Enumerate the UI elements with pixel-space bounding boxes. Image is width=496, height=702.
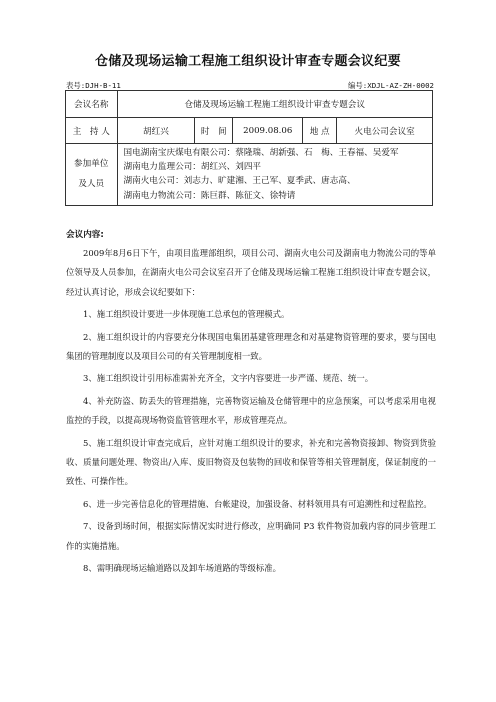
attendee-line: 湖南火电公司：刘志力、旷建湘、王己军、夏季武、唐志高、 <box>123 176 356 187</box>
attendees-label-line-2: 及人员 <box>78 179 105 190</box>
attendee-line: 湖南电力监理公司：胡红兴、刘四平 <box>123 162 262 173</box>
attendees-list <box>117 144 433 206</box>
content-paragraph: 6、进一步完善信息化的管理措施、台帐建设，加强设备、材料领用具有可追溯性和过程监控。 <box>83 498 432 509</box>
attendee-line: 湖南电力物流公司：陈巨群、陈征文、徐特请 <box>123 190 296 201</box>
time-value: 2009.08.06 <box>233 118 303 144</box>
place-label: 地 点 <box>303 118 337 144</box>
meeting-name-label: 会议名称 <box>66 91 118 118</box>
document-title: 仓储及现场运输工程施工组织设计审查专题会议纪要 <box>95 54 401 69</box>
form-number: 表号:DJH-B-11 <box>66 81 121 90</box>
meeting-name-value: 仓储及现场运输工程施工组织设计审查专题会议 <box>117 91 433 118</box>
content-paragraph: 7、设备到场时间，根据实际情况实时进行修改，应明确同 P3 软件物资加载内容的同步管理工作的实施措施。 <box>66 521 436 551</box>
content-paragraph: 2、施工组织设计的内容要充分体现国电集团基建管理理念和对基建物资管理的要求，要与国电集团的管理制度以及项目公司的有关管理制度相一致。 <box>66 331 436 362</box>
content-paragraph: 3、施工组织设计引用标准需补充齐全，文字内容要进一步严谨、规范、统一。 <box>83 373 374 384</box>
time-label: 时 间 <box>195 118 233 144</box>
host-label: 主 持 人 <box>66 118 118 144</box>
content-paragraph: 2009年8月6日下午，由项目监理部组织，项目公司、湖南火电公司及湖南电力物流公司的等单位领导及人员参加，在湖南火电公司会议室召开了仓储及现场运输工程施工组织设计审查专题会议，经过认真讨论，形成会议纪要如下： <box>66 248 436 297</box>
host-value: 胡红兴 <box>117 118 195 144</box>
content-paragraph: 4、补充防盗、防丢失的管理措施，完善物资运输及仓储管理中的应急预案，可以考虑采用电视监控的手段，以提高现场物资监管管理水平，形成管理亮点。 <box>66 395 436 426</box>
meeting-name-row <box>66 91 433 118</box>
serial-number: 编号:XDJL-AZ-ZH-0002 <box>348 81 434 90</box>
meeting-info-table <box>65 90 433 206</box>
content-heading: 会议内容: <box>66 230 104 240</box>
host-time-place-row <box>66 118 433 144</box>
place-value: 火电公司会议室 <box>337 118 433 144</box>
attendees-row <box>66 144 433 206</box>
attendees-label-line-1: 参加单位 <box>74 159 109 170</box>
meeting-content <box>66 244 436 582</box>
attendees-label <box>66 144 118 206</box>
content-paragraph: 8、需明确现场运输道路以及卸车场道路的等级标准。 <box>83 563 281 574</box>
content-paragraph: 5、施工组织设计审查完成后，应针对施工组织设计的要求，补充和完善物资接卸、物资到货验收、质量问题处理、物资出/入库、废旧物资及包装物的回收和保管等相关管理制度，保证制度的一致性、可操作性。 <box>66 437 436 487</box>
content-paragraph: 1、施工组织设计要进一步体现施工总承包的管理模式。 <box>83 309 290 320</box>
attendee-line: 国电湖南宝庆煤电有限公司：蔡隆瑞、胡新强、石 梅、王春福、吴爱军 <box>123 148 399 158</box>
